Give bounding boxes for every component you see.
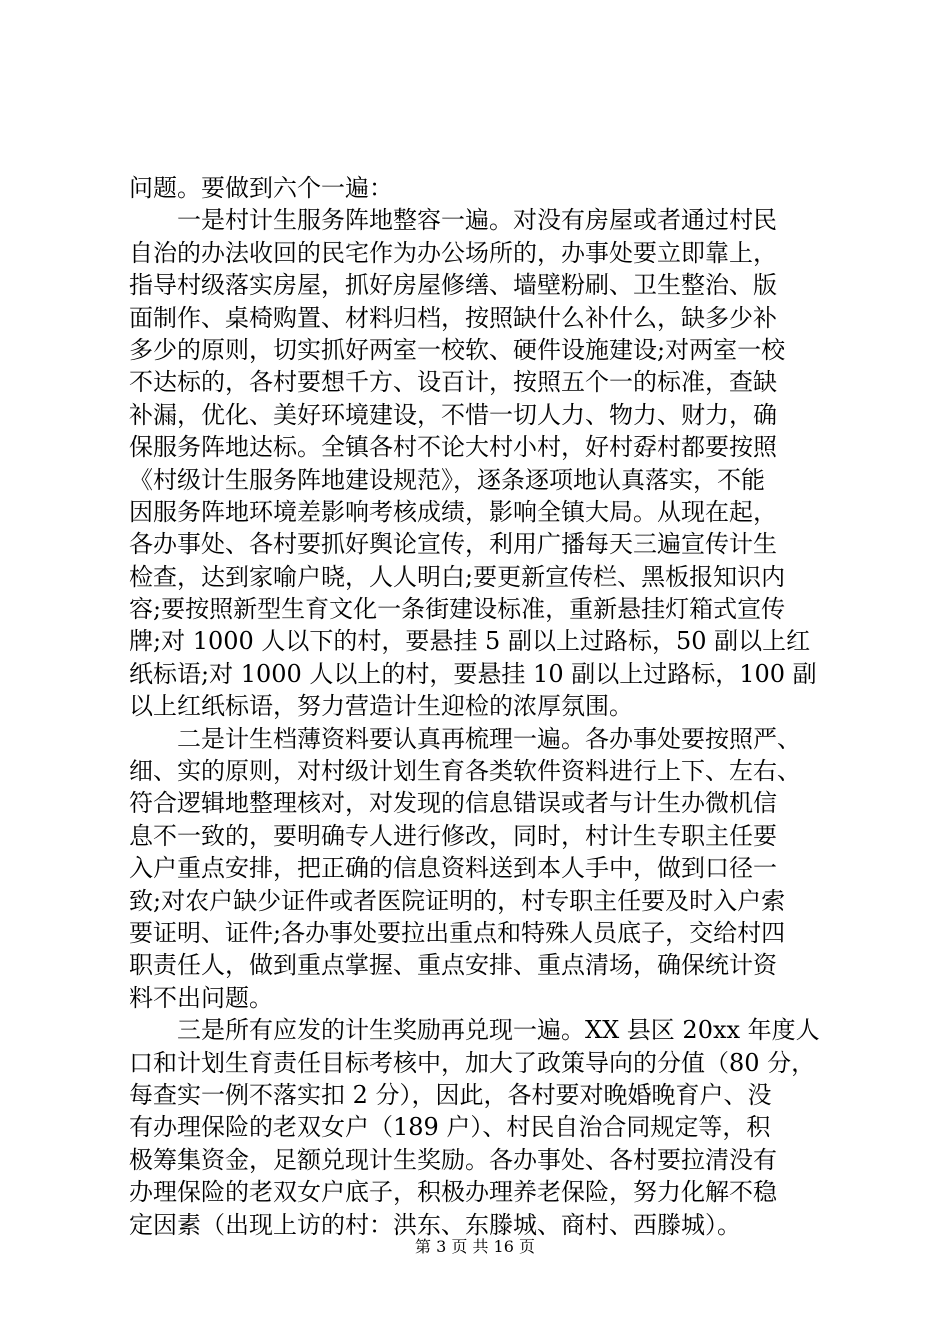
text-line: 不达标的，各村要想千方、设百计，按照五个一的标准，查缺 — [129, 368, 777, 397]
text-line: 职责任人，做到重点掌握、重点安排、重点清场，确保统计资 — [129, 951, 777, 980]
text-line: 以上红纸标语，努力营造计生迎检的浓厚氛围。 — [129, 692, 633, 721]
text-line: 指导村级落实房屋，抓好房屋修缮、墙壁粉刷、卫生整治、版 — [129, 271, 777, 300]
text-line: 容;要按照新型生育文化一条街建设标准，重新悬挂灯箱式宣传 — [129, 595, 786, 624]
text-line: 每查实一例不落实扣 2 分），因此，各村要对晚婚晚育户、没 — [129, 1080, 772, 1109]
text-line: 三是所有应发的计生奖励再兑现一遍。XX 县区 20xx 年度人 — [129, 1016, 820, 1045]
text-line: 定因素（出现上访的村：洪东、东滕城、商村、西滕城）。 — [129, 1210, 741, 1239]
text-line: 牌;对 1000 人以下的村，要悬挂 5 副以上过路标，50 副以上红 — [129, 627, 811, 656]
text-line: 办理保险的老双女户底子，积极办理养老保险，努力化解不稳 — [129, 1178, 777, 1207]
text-line: 各办事处、各村要抓好舆论宣传，利用广播每天三遍宣传计生 — [129, 530, 777, 559]
text-line: 符合逻辑地整理核对，对发现的信息错误或者与计生办微机信 — [129, 789, 777, 818]
text-line: 要证明、证件;各办事处要拉出重点和特殊人员底子，交给村四 — [129, 918, 786, 947]
text-line: 纸标语;对 1000 人以上的村，要悬挂 10 副以上过路标，100 副 — [129, 659, 817, 688]
text-line: 《村级计生服务阵地建设规范》，逐条逐项地认真落实，不能 — [129, 465, 765, 494]
text-line: 有办理保险的老双女户（189 户）、村民自治合同规定等，积 — [129, 1113, 771, 1142]
text-line: 口和计划生育责任目标考核中，加大了政策导向的分值（80 分， — [129, 1048, 816, 1077]
text-line: 细、实的原则，对村级计划生育各类软件资料进行上下、左右、 — [129, 757, 801, 786]
text-line: 入户重点安排，把正确的信息资料送到本人手中，做到口径一 — [129, 854, 777, 883]
text-line: 二是计生档薄资料要认真再梳理一遍。各办事处要按照严、 — [129, 724, 801, 753]
text-line: 补漏，优化、美好环境建设，不惜一切人力、物力、财力，确 — [129, 400, 777, 429]
text-line: 面制作、桌椅购置、材料归档，按照缺什么补什么，缺多少补 — [129, 303, 777, 332]
text-line: 息不一致的，要明确专人进行修改，同时，村计生专职主任要 — [129, 821, 777, 850]
text-line: 极筹集资金，足额兑现计生奖励。各办事处、各村要拉清没有 — [129, 1145, 777, 1174]
page-footer: 第 3 页 共 16 页 — [415, 1237, 535, 1256]
text-line: 自治的办法收回的民宅作为办公场所的，办事处要立即靠上， — [129, 238, 777, 267]
text-line: 因服务阵地环境差影响考核成绩，影响全镇大局。从现在起， — [129, 497, 777, 526]
text-line: 料不出问题。 — [129, 983, 273, 1012]
text-line: 致;对农户缺少证件或者医院证明的，村专职主任要及时入户索 — [129, 886, 786, 915]
text-line: 多少的原则，切实抓好两室一校软、硬件设施建设;对两室一校 — [129, 335, 786, 364]
text-line: 检查，达到家喻户晓，人人明白;要更新宣传栏、黑板报知识内 — [129, 562, 786, 591]
text-line: 一是村计生服务阵地整容一遍。对没有房屋或者通过村民 — [129, 206, 777, 235]
document-body — [129, 172, 829, 1241]
text-line: 保服务阵地达标。全镇各村不论大村小村，好村孬村都要按照 — [129, 433, 777, 462]
text-line: 问题。要做到六个一遍： — [129, 174, 393, 202]
